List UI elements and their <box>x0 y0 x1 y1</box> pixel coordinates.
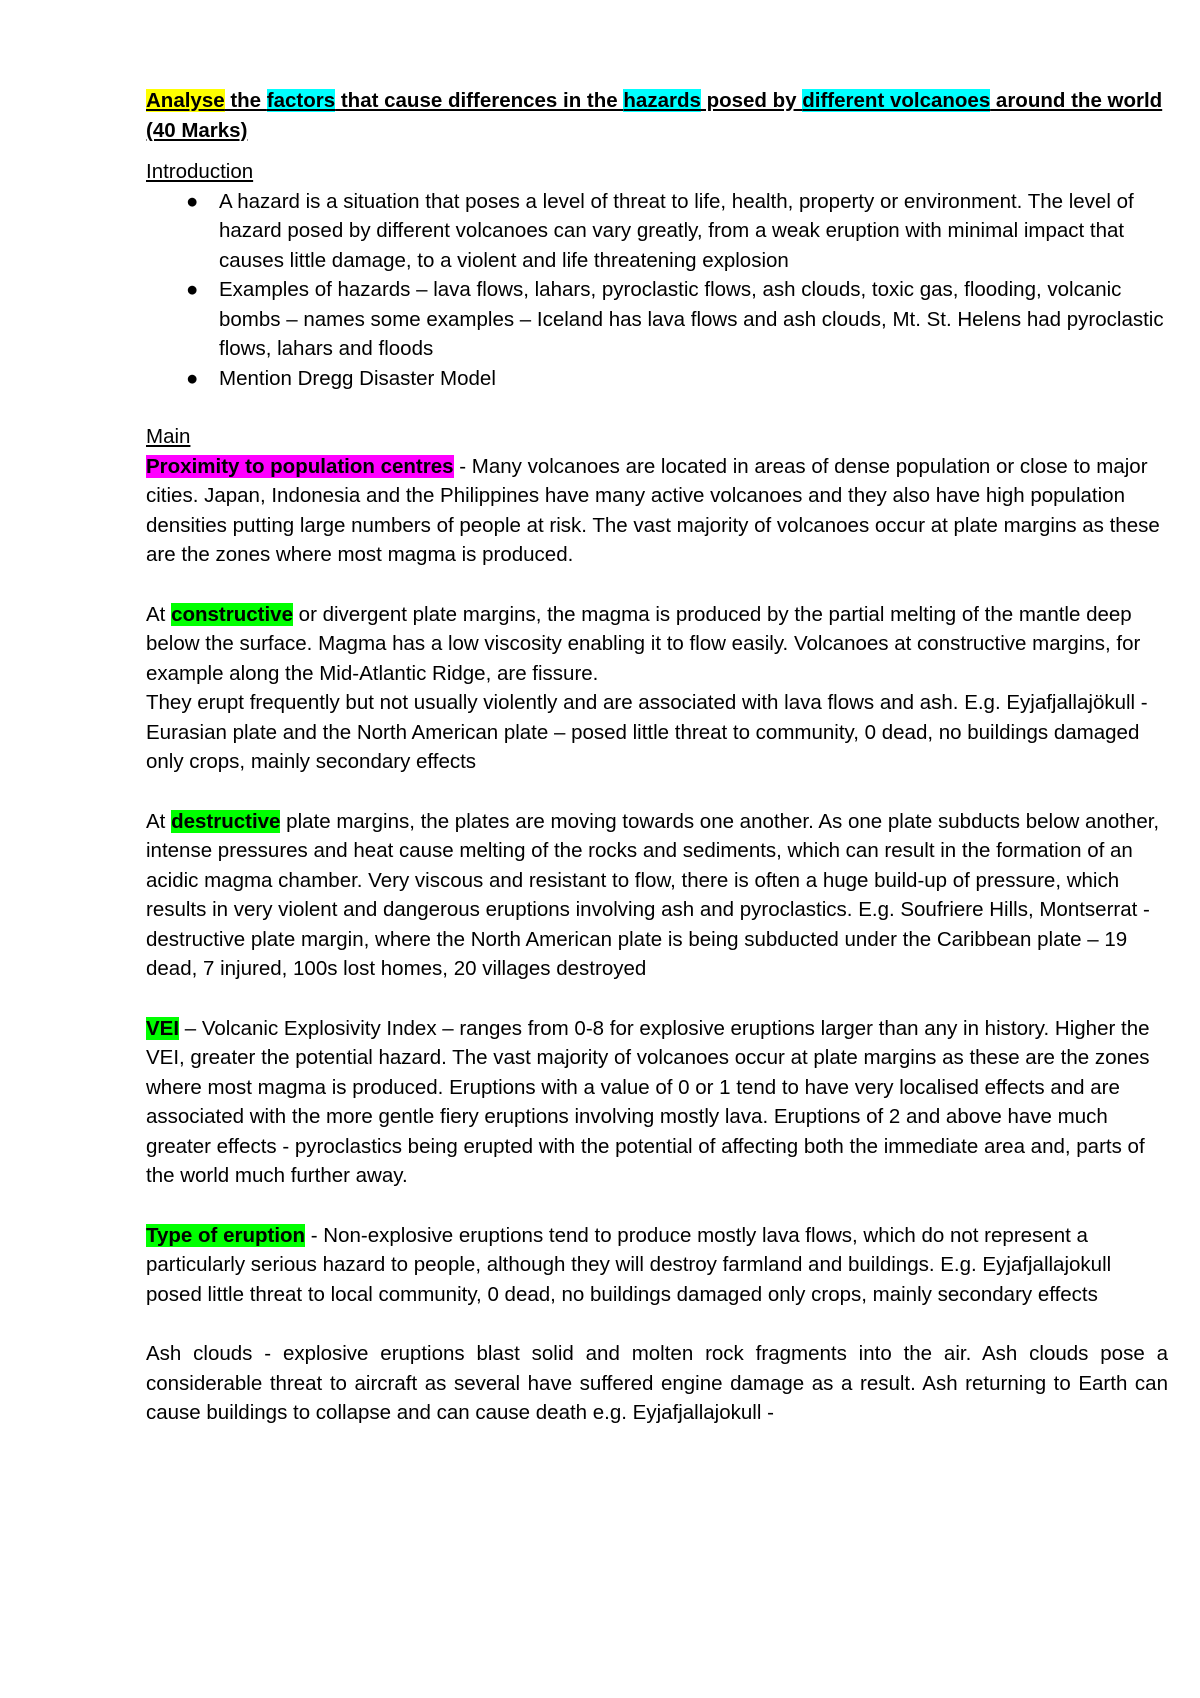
list-item <box>146 364 1168 394</box>
document-body <box>146 86 1168 1428</box>
introduction-list <box>146 187 1168 394</box>
ash-clouds-paragraph: Ash clouds - explosive eruptions blast solid and molten rock fragments into the air. Ash clouds pose a considerable threat to aircraft as several have suffered engine damage as a result. Ash returning to Earth can cause buildings to collapse and can cause death e.g. Eyjafjallajokull - <box>146 1342 1168 1424</box>
destructive-text: plate margins, the plates are moving towards one another. As one plate subducts below another, intense pressures and heat cause melting of the rocks and sediments, which can result in the formation of an acidic magma chamber. Very viscous and resistant to flow, there is often a huge build-up of pressure, which results in very violent and dangerous eruptions involving ash and pyroclastics. E.g. Soufriere Hills, Montserrat - destructive plate margin, where the North American plate is being subducted under the Caribbean plate – 19 dead, 7 injured, 100s lost homes, 20 villages destroyed <box>146 809 1160 980</box>
eruption-type-text: - Non-explosive eruptions tend to produce mostly lava flows, which do not represent a particularly serious hazard to people, although they will destroy farmland and buildings. E.g. Eyjafjallajokull posed little threat to local community, 0 dead, no buildings damaged only crops, mainly secondary effects <box>146 1223 1112 1306</box>
introduction-heading: Introduction <box>146 160 254 183</box>
eruption-type-label: Type of eruption <box>146 1223 306 1247</box>
title-factors: factors <box>266 89 336 112</box>
constructive-pre: At <box>146 602 172 626</box>
list-item-text: Mention Dregg Disaster Model <box>219 366 496 390</box>
proximity-label: Proximity to population centres <box>146 454 454 478</box>
title-analyse: Analyse <box>146 89 225 112</box>
eruption-type-paragraph <box>146 1221 1168 1310</box>
constructive-text: or divergent plate margins, the magma is produced by the partial melting of the mantle deep below the surface. Magma has a low viscosity enabling it to flow easily. Volcanoes at constructive margins, for example along the Mid-Atlantic Ridge, are fissure. <box>146 602 1141 685</box>
proximity-paragraph <box>146 452 1168 570</box>
title-text: the <box>224 89 267 112</box>
bullet-icon: ● <box>186 366 199 390</box>
destructive-pre: At <box>146 809 172 833</box>
destructive-paragraph <box>146 807 1168 984</box>
main-heading: Main <box>146 425 191 448</box>
bullet-icon: ● <box>186 189 199 213</box>
list-item-text: Examples of hazards – lava flows, lahars, pyroclastic flows, ash clouds, toxic gas, flooding, volcanic bombs – names some examples – Iceland has lava flows and ash clouds, Mt. St. Helens had pyroclastic flows, lahars and floods <box>219 278 1164 360</box>
vei-paragraph <box>146 1014 1168 1191</box>
essay-title <box>146 86 1168 145</box>
destructive-label: destructive <box>171 809 281 833</box>
constructive-example-paragraph: They erupt frequently but not usually violently and are associated with lava flows and ash. E.g. Eyjafjallajökull - Eurasian plate and the North American plate – posed little threat to community, 0 dead, no buildings damaged only crops, mainly secondary effects <box>146 691 1148 773</box>
title-text: around the world (40 Marks) <box>146 89 1163 142</box>
title-text: that cause differences in the <box>335 89 624 112</box>
list-item-text: A hazard is a situation that poses a level of threat to life, health, property or environment. The level of hazard posed by different volcanoes can vary greatly, from a weak eruption with minimal impact that causes little damage, to a violent and life threatening explosion <box>219 189 1134 272</box>
constructive-label: constructive <box>171 602 293 626</box>
bullet-icon: ● <box>186 278 199 301</box>
constructive-paragraph <box>146 600 1168 689</box>
spacer <box>146 393 1168 422</box>
title-different-volcanoes: different volcanoes <box>802 89 991 112</box>
vei-text: – Volcanic Explosivity Index – ranges from 0-8 for explosive eruptions larger than any in history. Higher the VEI, greater the potential hazard. The vast majority of volcanoes occur at plate margins as these are the zones where most magma is produced. Eruptions with a value of 0 or 1 tend to have very localised effects and are associated with the more gentle fiery eruptions involving mostly lava. Eruptions of 2 and above have much greater effects - pyroclastics being erupted with the potential of affecting both the immediate area and, parts of the world much further away. <box>146 1016 1150 1187</box>
title-text: posed by <box>700 89 803 112</box>
list-item <box>146 187 1168 276</box>
proximity-text: - Many volcanoes are located in areas of dense population or close to major cities. Japan, Indonesia and the Philippines have many active volcanoes and they also have high population densities putting large numbers of people at risk. The vast majority of volcanoes occur at plate margins as these are the zones where most magma is produced. <box>146 454 1160 566</box>
list-item <box>146 275 1168 364</box>
vei-label: VEI <box>146 1016 180 1040</box>
title-hazards: hazards <box>623 89 701 112</box>
